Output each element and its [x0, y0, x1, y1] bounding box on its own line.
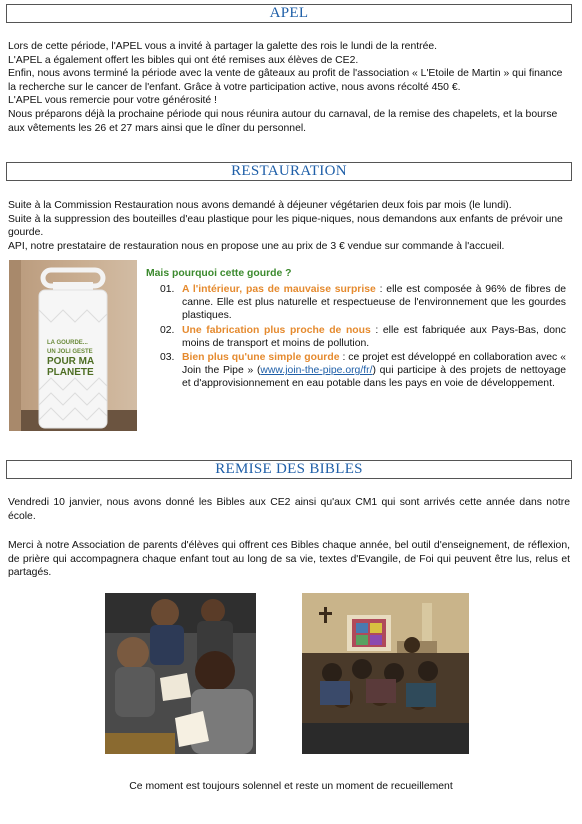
item-text: ) qui participe à des projets de nettoyage et d'approvisionnement en eau potable dans les pays en voie de développement.: [182, 365, 567, 390]
list-number: 03.: [160, 352, 175, 364]
svg-text:LA GOURDE...: LA GOURDE...: [47, 340, 88, 346]
chapel-gathering-illustration: [302, 593, 469, 754]
list-item: [160, 351, 566, 391]
item-highlight: Bien plus qu'une simple gourde: [182, 352, 340, 364]
svg-text:PLANETE: PLANETE: [47, 367, 94, 378]
water-bottle-photo: [9, 260, 137, 431]
list-number: 01.: [160, 284, 175, 295]
join-the-pipe-link[interactable]: www.join-the-pipe.org/fr/: [260, 365, 373, 377]
item-text: : ce projet est développé en collaboration avec « Join the Pipe » (: [182, 352, 566, 377]
item-highlight: A l'intérieur, pas de mauvaise surprise: [182, 284, 376, 295]
section-title-bibles: REMISE DES BIBLES: [6, 460, 572, 479]
svg-text:UN JOLI GESTE: UN JOLI GESTE: [47, 349, 93, 355]
children-reading-photo: [105, 593, 256, 754]
apel-line: Enfin, nous avons terminé la période avec la vente de gâteaux au profit de l'association « L'Etoile de Martin » qui finance la recherche sur le cancer de l'enfant. Grâce à votre participation active, nous avons récolté 450 €.: [8, 68, 563, 93]
restauration-text: [8, 199, 570, 253]
apel-line: Nous préparons déjà la prochaine période qui nous réunira autour du carnaval, de la remise des chapelets, et la bourse aux vêtements les 26 et 27 mars ainsi que le dîner du personnel.: [8, 108, 558, 134]
apel-line: L'APEL a également offert les bibles qui ont été remises aux élèves de CE2.: [8, 54, 359, 66]
bibles-caption: Ce moment est toujours solennel et reste un moment de recueillement: [129, 781, 453, 792]
apel-line: Lors de cette période, l'APEL vous a invité à partager la galette des rois le lundi de la rentrée.: [8, 41, 438, 52]
children-reading-illustration: [105, 593, 256, 754]
gourde-reasons-list: [160, 283, 566, 392]
gourde-question: Mais pourquoi cette gourde ?: [146, 268, 292, 279]
bibles-paragraph-2: Merci à notre Association de parents d'élèves qui offrent ces Bibles chaque année, bel outil d'enseignement, de réflexion, de prière qui accompagnera chaque enfant tout au long de sa vie, textes d'Evangile, de Foi qui peuvent être lus, relus et partagés.: [8, 540, 570, 579]
apel-text: [8, 40, 570, 135]
list-item: [160, 324, 566, 350]
restauration-line: Suite à la Commission Restauration nous avons demandé à déjeuner végétarien deux fois par mois (le lundi).: [8, 200, 512, 211]
section-title-apel: APEL: [6, 4, 572, 23]
water-bottle-illustration: [9, 260, 137, 431]
restauration-line: Suite à la suppression des bouteilles d'eau plastique pour les pique-niques, nous demandons aux enfants de prévoir une gourde.: [8, 213, 563, 239]
chapel-gathering-photo: [302, 593, 469, 754]
apel-line: L'APEL vous remercie pour votre générosité !: [8, 95, 217, 107]
list-number: 02.: [160, 324, 175, 336]
item-text: : elle est composée à 96% de fibres de canne. Elle est plus naturelle et respectueuse de l'environnement que les gourdes plastiques.: [182, 284, 566, 322]
list-item: [160, 283, 566, 323]
bibles-paragraph-1: Vendredi 10 janvier, nous avons donné les Bibles aux CE2 ainsi qu'aux CM1 qui sont arrivés cette année dans notre école.: [8, 497, 570, 522]
item-text: : elle est fabriquée aux Pays-Bas, donc moins de transport et moins de pollution.: [182, 324, 566, 349]
restauration-line: API, notre prestataire de restauration nous en propose une au prix de 3 € vendue sur commande à l'accueil.: [8, 240, 505, 252]
section-title-restauration: RESTAURATION: [6, 162, 572, 181]
svg-text:POUR MA: POUR MA: [47, 356, 95, 367]
item-highlight: Une fabrication plus proche de nous: [182, 324, 371, 336]
